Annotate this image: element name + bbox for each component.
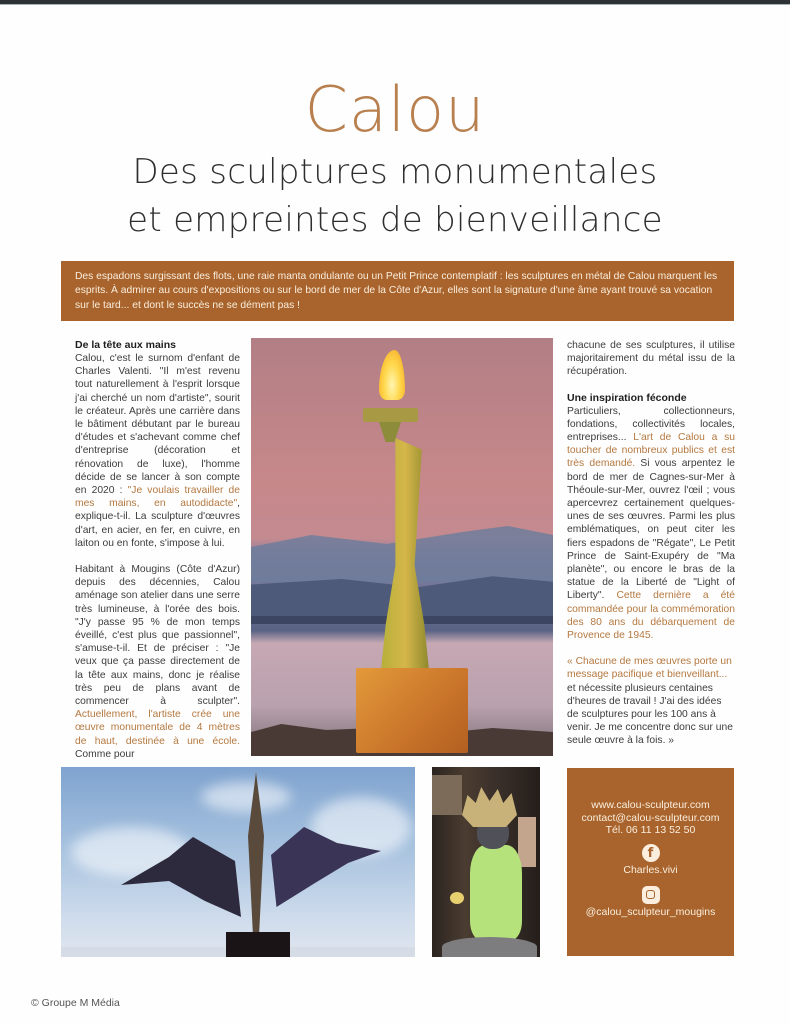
instagram-icon[interactable] [642,886,660,904]
prince-hair [462,787,517,827]
quote-text: et nécessite plusieurs centaines d'heures de travail ! J'ai des idées de sculptures pour les 100 ans à venir. Je me concentre donc sur une seule œuvre à la fois. » [567,682,733,747]
cloud [201,782,291,812]
torch-stem [379,422,401,442]
left-column [75,339,240,774]
section-heading: Une inspiration féconde [567,391,687,404]
highlight-text: Cette dernière a été commandée pour la commémoration des 80 ans du débarquement de Provence de 1945. [567,590,735,642]
flame [379,350,405,400]
highlight-text: Actuellement, l'artiste crée une œuvre monumentale de 4 mètres de haut, destinée à une école. [75,709,240,747]
top-bar [0,0,790,5]
text: Particuliers, collectionneurs, fondations, collectivités locales, entreprises... [567,405,735,444]
prince-body [470,845,522,940]
paragraph [75,563,240,761]
quote-highlight: « Chacune de mes œuvres porte un message pacifique et bienveillant... [567,656,732,681]
painting-frame [432,775,462,815]
highlight-text: "Je voulais travailler de mes mains, en autodidacte" [75,485,240,510]
text: Habitant à Mougins (Côte d'Azur) depuis des décennies, Calou aménage son atelier dans une serre très lumineuse, à l'orée des bois. "J'y passe 95 % de mon temps éveillé, c'est plus que passionnel", s'amuse-t-il. Et de préciser : "Je veux que ça passe directement de la tête aux mains, donc je réalise très peu de plans avant de commencer à sculpter". [75,564,240,708]
paragraph: chacune de ses sculptures, il utilise majoritairement du métal issu de la récupération. [567,340,735,378]
painting-frame [518,817,536,867]
subtitle-line-2: et empreintes de bienveillance [127,200,663,240]
text: Comme pour [75,748,135,760]
page-title: Calou [304,73,486,146]
text: Si vous arpentez le bord de mer de Cagnes-sur-Mer à Théoule-sur-Mer, ouvrez l'œil ; vous apercevrez certainement quelques-unes de ses œuvres. Parmi les plus emblématiques, on peut citer les fiers espadons de "Régate", Le Petit Prince de Saint-Exupéry de "Ma planète", ou encore le bras de la statue de la Liberté de "Light of Liberty". [567,458,735,602]
little-prince-sculpture-photo [432,767,540,957]
text: , explique-t-il. La sculpture d'œuvres d'art, en acier, en fer, en cuivre, en laiton ou en fonte, s'impose à lui. [75,498,240,549]
text: Calou, c'est le surnom d'enfant de Charles Valenti. "Il m'est revenu tout naturellement à l'esprit lorsque j'ai cherché un nom d'artiste", sourit le créateur. Après une carrière dans le bâtiment débutant par le bureau d'études et s'achevant comme chef d'entreprise (décoration et rénovation de luxe), l'homme décide de se lancer à son compte en 2020 : [75,353,240,497]
swordfish-sculpture-photo [61,767,415,957]
email-link[interactable]: contact@calou-sculpteur.com [581,811,720,824]
highlight-text: L'art de Calou a su toucher de nombreux publics et est très demandé. [567,432,735,470]
torch-sculpture-photo [251,338,553,756]
intro-banner: Des espadons surgissant des flots, une raie manta ondulante ou un Petit Prince contemplatif : les sculptures en métal de Calou marquent les esprits. À admirer au cours d'expositions ou sur le bord de mer de la Côte d'Azur, elles sont la signature d'une âme ayant trouvé sa vocation sur le tard... et dont le succès ne se dément pas ! [61,261,734,321]
instagram-handle[interactable]: @calou_sculpteur_mougins [585,906,716,918]
phone-number: Tél. 06 11 13 52 50 [605,824,696,836]
paragraph [567,405,735,643]
facebook-icon[interactable]: f [642,844,660,862]
facebook-handle[interactable]: Charles.vivi [623,863,678,876]
planet [442,937,537,957]
stone-pedestal [356,668,468,753]
quote [567,655,735,747]
right-column [567,339,735,761]
section-heading: De la tête aux mains [75,339,176,351]
sculpture-base [226,932,290,957]
subtitle-line-1: Des sculptures monumentales [132,152,658,192]
page-subtitle [0,148,790,244]
contact-box [567,768,734,956]
paragraph [75,352,240,550]
torch-cup [363,408,418,422]
rose [450,892,464,904]
website-link[interactable]: www.calou-sculpteur.com [591,799,710,811]
copyright: © Groupe M Média [31,997,120,1009]
